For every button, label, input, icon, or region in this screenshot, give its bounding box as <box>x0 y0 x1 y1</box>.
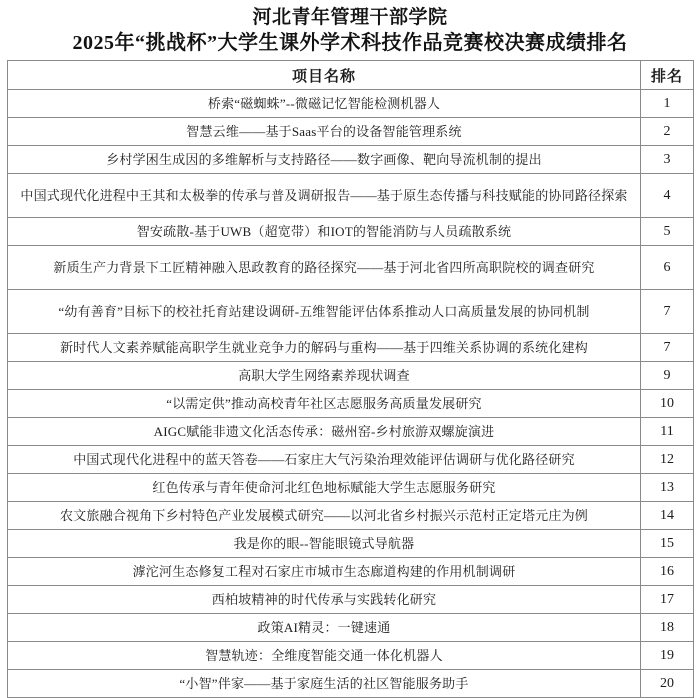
ranking-table <box>7 60 694 698</box>
title-line-institution: 河北青年管理干部学院 <box>252 7 448 28</box>
table-row <box>8 614 694 642</box>
cell-rank: 7 <box>641 290 694 334</box>
table-row <box>8 530 694 558</box>
cell-project-name: 我是你的眼--智能眼镜式导航器 <box>8 530 641 558</box>
column-header-project-name: 项目名称 <box>8 61 641 90</box>
cell-rank: 16 <box>641 558 694 586</box>
table-row <box>8 174 694 218</box>
cell-project-name: 西柏坡精神的时代传承与实践转化研究 <box>8 586 641 614</box>
cell-project-name: 滹沱河生态修复工程对石家庄市城市生态廊道构建的作用机制调研 <box>8 558 641 586</box>
cell-project-name: 桥索“磁蜘蛛”--微磁记忆智能检测机器人 <box>8 90 641 118</box>
table-row <box>8 334 694 362</box>
cell-rank: 7 <box>641 334 694 362</box>
table-row <box>8 118 694 146</box>
cell-rank: 13 <box>641 474 694 502</box>
cell-rank: 4 <box>641 174 694 218</box>
table-header-row <box>8 61 694 90</box>
table-row <box>8 290 694 334</box>
cell-rank: 9 <box>641 362 694 390</box>
ranking-table-container <box>7 60 693 698</box>
table-row <box>8 474 694 502</box>
cell-project-name: 中国式现代化进程中的蓝天答卷——石家庄大气污染治理效能评估调研与优化路径研究 <box>8 446 641 474</box>
cell-project-name: “小智”伴家——基于家庭生活的社区智能服务助手 <box>8 670 641 698</box>
cell-project-name: 新质生产力背景下工匠精神融入思政教育的路径探究——基于河北省四所高职院校的调查研究 <box>8 246 641 290</box>
column-header-rank: 排名 <box>641 61 694 90</box>
cell-rank: 3 <box>641 146 694 174</box>
cell-project-name: 农文旅融合视角下乡村特色产业发展模式研究——以河北省乡村振兴示范村正定塔元庄为例 <box>8 502 641 530</box>
table-row <box>8 418 694 446</box>
cell-project-name: 红色传承与青年使命河北红色地标赋能大学生志愿服务研究 <box>8 474 641 502</box>
cell-rank: 19 <box>641 642 694 670</box>
table-row <box>8 502 694 530</box>
cell-project-name: 乡村学困生成因的多维解析与支持路径——数字画像、靶向导流机制的提出 <box>8 146 641 174</box>
cell-rank: 5 <box>641 218 694 246</box>
cell-project-name: 智慧轨迹：全维度智能交通一体化机器人 <box>8 642 641 670</box>
table-row <box>8 670 694 698</box>
cell-project-name: “以需定供”推动高校青年社区志愿服务高质量发展研究 <box>8 390 641 418</box>
cell-rank: 17 <box>641 586 694 614</box>
cell-rank: 12 <box>641 446 694 474</box>
table-row <box>8 642 694 670</box>
cell-rank: 20 <box>641 670 694 698</box>
cell-project-name: “幼有善育”目标下的校社托育站建设调研-五维智能评估体系推动人口高质量发展的协同机制 <box>8 290 641 334</box>
cell-project-name: 高职大学生网络素养现状调查 <box>8 362 641 390</box>
cell-project-name: 中国式现代化进程中王其和太极拳的传承与普及调研报告——基于原生态传播与科技赋能的协同路径探索 <box>8 174 641 218</box>
table-row <box>8 218 694 246</box>
table-row <box>8 390 694 418</box>
table-row <box>8 362 694 390</box>
cell-rank: 1 <box>641 90 694 118</box>
cell-rank: 2 <box>641 118 694 146</box>
cell-rank: 11 <box>641 418 694 446</box>
table-row <box>8 90 694 118</box>
table-header <box>8 61 694 90</box>
table-row <box>8 146 694 174</box>
cell-rank: 18 <box>641 614 694 642</box>
table-row <box>8 558 694 586</box>
cell-rank: 6 <box>641 246 694 290</box>
cell-rank: 15 <box>641 530 694 558</box>
cell-rank: 14 <box>641 502 694 530</box>
table-row <box>8 586 694 614</box>
cell-project-name: 智安疏散-基于UWB（超宽带）和IOT的智能消防与人员疏散系统 <box>8 218 641 246</box>
cell-project-name: 智慧云维——基于Saas平台的设备智能管理系统 <box>8 118 641 146</box>
cell-rank: 10 <box>641 390 694 418</box>
cell-project-name: AIGC赋能非遗文化活态传承：磁州窑-乡村旅游双螺旋演进 <box>8 418 641 446</box>
table-row <box>8 246 694 290</box>
cell-project-name: 政策AI精灵：一键速通 <box>8 614 641 642</box>
table-body <box>8 90 694 698</box>
table-row <box>8 446 694 474</box>
document-title <box>0 0 700 57</box>
title-line-competition: 2025年“挑战杯”大学生课外学术科技作品竞赛校决赛成绩排名 <box>72 32 628 54</box>
cell-project-name: 新时代人文素养赋能高职学生就业竞争力的解码与重构——基于四维关系协调的系统化建构 <box>8 334 641 362</box>
